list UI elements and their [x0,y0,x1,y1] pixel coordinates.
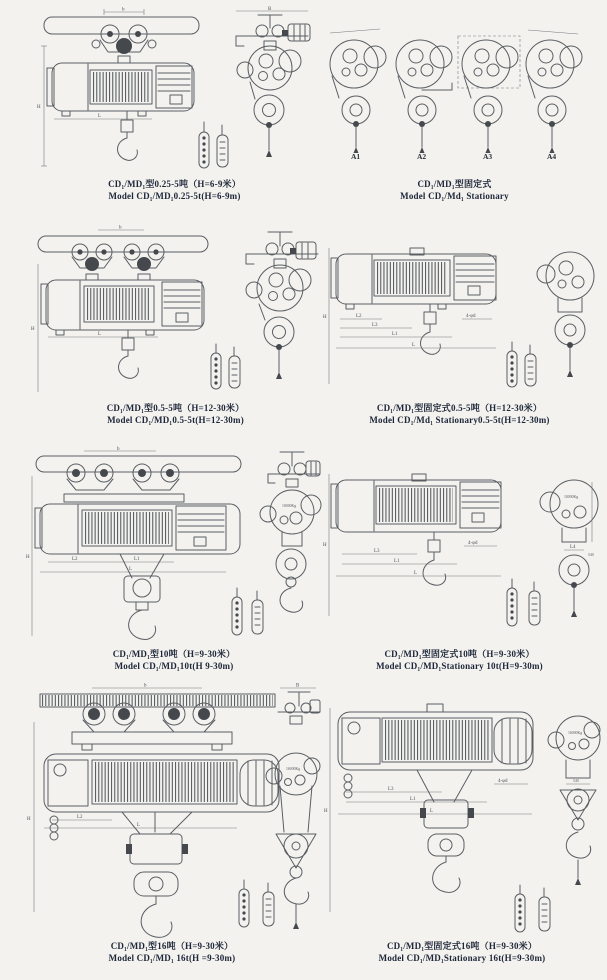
load-marking: 16000Kg [568,731,583,735]
caption-en: Model CD₁/MD₁10t(H 9-30m) [114,660,234,671]
dim-label-540: 540 [573,779,579,783]
dim-label-l2: L2 [72,557,78,562]
load-marking: 16000Kg [286,767,301,771]
hoist-body [44,754,279,840]
dim-label-h: H [323,543,327,548]
dim-label-l2: L2 [77,815,83,820]
suspension-bar [72,732,232,744]
hoist-drawing-stationary-10t [322,446,597,646]
dim-label-l3: L3 [372,323,378,328]
hoist-drawing-trolley-05-5t [28,224,323,400]
runway-beam [44,17,199,34]
dim-label-B: B [296,683,300,689]
dim-label-l: L [98,332,102,337]
variant-a3 [458,36,520,161]
dim-label-h: H [26,555,30,560]
end-view [236,7,310,157]
runway-beam [38,236,208,252]
end-view [246,232,318,379]
panel-caption [32,179,317,202]
dim-label-l: L [430,809,434,814]
trolley-left [67,464,113,490]
dim-label-B: B [268,6,272,12]
variant-a4 [526,30,582,161]
dim-label-b: b [119,225,122,231]
dim-label-l2: L2 [356,314,362,319]
caption-zh: CD₁/MD₁型10吨（H=9-30米） [112,649,236,659]
dim-label-h: H [324,809,328,814]
hoist-drawing-stationary-05-5t [322,224,597,400]
dim-label-l: L [129,567,133,572]
dim-label-b: b [117,446,120,452]
dim-label-bolt: 4-φd [466,314,476,319]
front-view [37,8,199,167]
dim-label-l: L [98,114,102,119]
variant-label-a3: A3 [483,152,493,161]
end-view [540,480,598,617]
variant-a1 [330,29,386,161]
dim-label-l1: L1 [392,332,398,337]
trolley [92,25,156,54]
pendant-controls [239,880,274,927]
variant-a2 [396,40,452,161]
dim-label-l: L [137,823,141,828]
dim-label-l3: L3 [388,787,394,792]
dim-label-h: H [37,105,41,110]
panel-caption [28,403,323,426]
variant-label-a4: A4 [547,152,557,161]
pendant-controls [232,588,263,635]
caption-en: Model CD₁/MD₁ 16t(H =9-30m) [108,952,236,963]
trolley-right [133,464,179,490]
panel-trolley-05-5t [28,224,323,426]
variant-label-a2: A2 [417,152,427,161]
trolley-left [72,244,112,271]
caption-zh: CD₁/MD₁型固定式16吨（H=9-30米） [386,941,538,951]
front-view [323,248,496,384]
caption-en: Model CD₁/MD₁Stationary 16t(H=9-30m) [378,952,546,963]
dim-label-h: H [27,817,31,822]
caption-en: Model CD₁/MD₁Stationary 10t(H=9-30m) [376,660,543,671]
hook-assembly [118,111,138,160]
load-marking: 10000Kg [564,495,579,499]
panel-stationary-10t [322,446,597,672]
hook-assembly [421,304,441,354]
runway-beam [36,456,241,472]
suspension-bar [64,494,184,502]
panel-caption [322,403,597,426]
front-view [323,474,501,616]
pendant-controls [211,344,240,389]
end-view [548,716,600,885]
hoist-body [35,504,240,554]
dim-label-l3: L3 [374,549,380,554]
caption-zh: CD₁/MD₁型0.25-5吨（H=6-9米） [108,179,241,189]
panel-caption [322,941,602,964]
front-view [31,226,208,393]
pendant-controls [199,122,228,168]
hoist-drawing-trolley-025-5t [32,6,317,176]
dim-label-l1: L1 [410,797,416,802]
panel-stationary-16t [322,682,602,964]
panel-trolley-16t [22,682,322,964]
caption-zh: CD₁/MD₁型0.5-5吨（H=12-30米） [106,403,245,413]
hook-block [122,812,192,937]
panel-trolley-10t [24,446,324,672]
pendant-controls [507,579,540,626]
panel-caption [22,941,322,964]
dim-label-b: b [144,683,147,689]
hoist-drawing-trolley-16t [22,682,322,938]
hoist-drawing-stationary-16t [322,682,602,938]
panel-stationary-variants [322,6,587,202]
dim-label-540: 540 [588,553,594,557]
hook-assembly [423,532,446,585]
hoist-body [41,280,204,335]
variant-label-a1: A1 [351,152,361,161]
dim-label-h: H [31,327,35,332]
hook-block [417,770,474,892]
dim-label-b: b [122,7,125,13]
hook-block [120,554,164,639]
dim-label-l1: L1 [394,559,400,564]
trolley-right [124,244,164,271]
hoist-drawing-stationary-variants [322,6,587,176]
dim-label-bolt: 4-φd [498,779,508,784]
dim-label-bolt: 4-φd [468,541,478,546]
panel-trolley-025-5t [32,6,317,202]
hoist-body [47,63,194,116]
front-view [26,447,241,640]
suspension-lug [118,56,130,63]
front-view [324,704,533,912]
caption-en: Model CD₁/Md₁ Stationary [400,190,509,201]
end-view [537,252,594,377]
end-view [266,684,320,930]
hoist-drawing-trolley-10t [24,446,324,646]
dim-label-h: H [323,315,327,320]
caption-zh: CD₁/MD₁型固定式 [417,179,492,189]
caption-zh: CD₁/MD₁型固定式0.5-5吨（H=12-30米） [376,403,543,413]
panel-caption [322,649,597,672]
pendant-controls [515,885,550,932]
load-marking: 10000Kg [282,504,297,508]
panel-caption [322,179,587,202]
caption-zh: CD₁/MD₁型固定式10吨（H=9-30米） [384,649,535,659]
dim-label-l: L [414,571,418,576]
panel-caption [24,649,324,672]
caption-en: Model CD₁/MD₁0.25-5t(H=6-9m) [108,190,241,201]
pendant-controls [507,342,536,387]
front-view [27,684,279,938]
panel-stationary-05-5t [322,224,597,426]
caption-en: Model CD₁/Md₁ Stationary0.5-5t(H=12-30m) [369,414,550,425]
dim-label-l4: L4 [570,545,576,550]
caption-zh: CD₁/MD₁型16吨（H=9-30米） [110,941,234,951]
caption-en: Model CD₁/MD₁0.5-5t(H=12-30m) [107,414,244,425]
dim-label-l: L [412,343,416,348]
end-view [260,452,321,612]
dim-label-l1: L1 [134,557,140,562]
